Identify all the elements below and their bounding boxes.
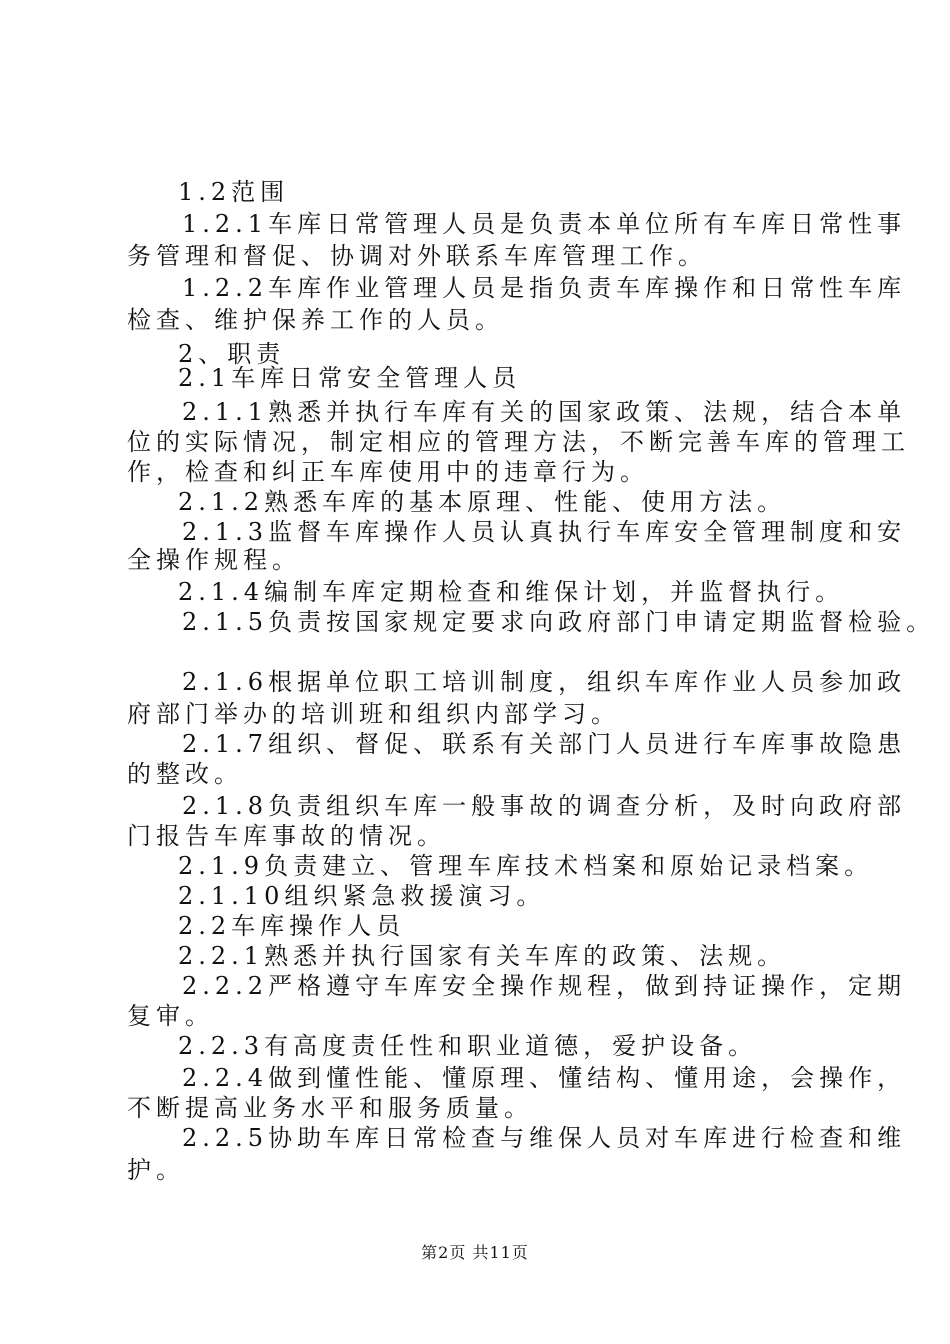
paragraph-line: 作，检查和纠正车库使用中的违章行为。: [127, 458, 649, 486]
paragraph-line: 的整改。: [127, 760, 243, 788]
paragraph-line: 2.1.7组织、督促、联系有关部门人员进行车库事故隐患: [182, 730, 907, 758]
paragraph-line: 1.2.1车库日常管理人员是负责本单位所有车库日常性事: [182, 210, 907, 238]
paragraph-line: 务管理和督促、协调对外联系车库管理工作。: [127, 242, 707, 270]
section-heading: 2、职责: [178, 340, 286, 368]
paragraph-line: 检查、维护保养工作的人员。: [127, 306, 504, 334]
paragraph-line: 2.1.10组织紧急救援演习。: [178, 882, 546, 910]
paragraph-line: 2.1.1熟悉并执行车库有关的国家政策、法规，结合本单: [182, 398, 907, 426]
section-heading: 2.1车库日常安全管理人员: [178, 364, 522, 392]
paragraph-line: 位的实际情况，制定相应的管理方法，不断完善车库的管理工: [127, 428, 910, 456]
paragraph-line: 门报告车库事故的情况。: [127, 822, 446, 850]
paragraph-line: 全操作规程。: [127, 546, 301, 574]
page-number-footer: 第2页 共11页: [421, 1243, 529, 1262]
paragraph-line: 护。: [127, 1156, 185, 1184]
paragraph-line: 2.2.2严格遵守车库安全操作规程，做到持证操作，定期: [182, 972, 907, 1000]
paragraph-line: 2.1.6根据单位职工培训制度，组织车库作业人员参加政: [182, 668, 907, 696]
paragraph-line: 2.1.2熟悉车库的基本原理、性能、使用方法。: [178, 488, 787, 516]
paragraph-line: 2.2.3有高度责任性和职业道德，爱护设备。: [178, 1032, 758, 1060]
paragraph-line: 复审。: [127, 1002, 214, 1030]
paragraph-line: 2.1.5负责按国家规定要求向政府部门申请定期监督检验。: [182, 608, 936, 636]
section-heading: 2.2车库操作人员: [178, 912, 406, 940]
paragraph-line: 2.1.3监督车库操作人员认真执行车库安全管理制度和安: [182, 518, 907, 546]
paragraph-line: 不断提高业务水平和服务质量。: [127, 1094, 533, 1122]
paragraph-line: 府部门举办的培训班和组织内部学习。: [127, 700, 620, 728]
section-heading: 1.2范围: [178, 178, 290, 206]
paragraph-line: 2.1.9负责建立、管理车库技术档案和原始记录档案。: [178, 852, 874, 880]
paragraph-line: 2.1.4编制车库定期检查和维保计划，并监督执行。: [178, 578, 845, 606]
paragraph-line: 2.2.1熟悉并执行国家有关车库的政策、法规。: [178, 942, 787, 970]
paragraph-line: 2.2.5协助车库日常检查与维保人员对车库进行检查和维: [182, 1124, 907, 1152]
paragraph-line: 2.2.4做到懂性能、懂原理、懂结构、懂用途，会操作，: [182, 1064, 907, 1092]
paragraph-line: 2.1.8负责组织车库一般事故的调查分析，及时向政府部: [182, 792, 907, 820]
paragraph-line: 1.2.2车库作业管理人员是指负责车库操作和日常性车库: [182, 274, 907, 302]
